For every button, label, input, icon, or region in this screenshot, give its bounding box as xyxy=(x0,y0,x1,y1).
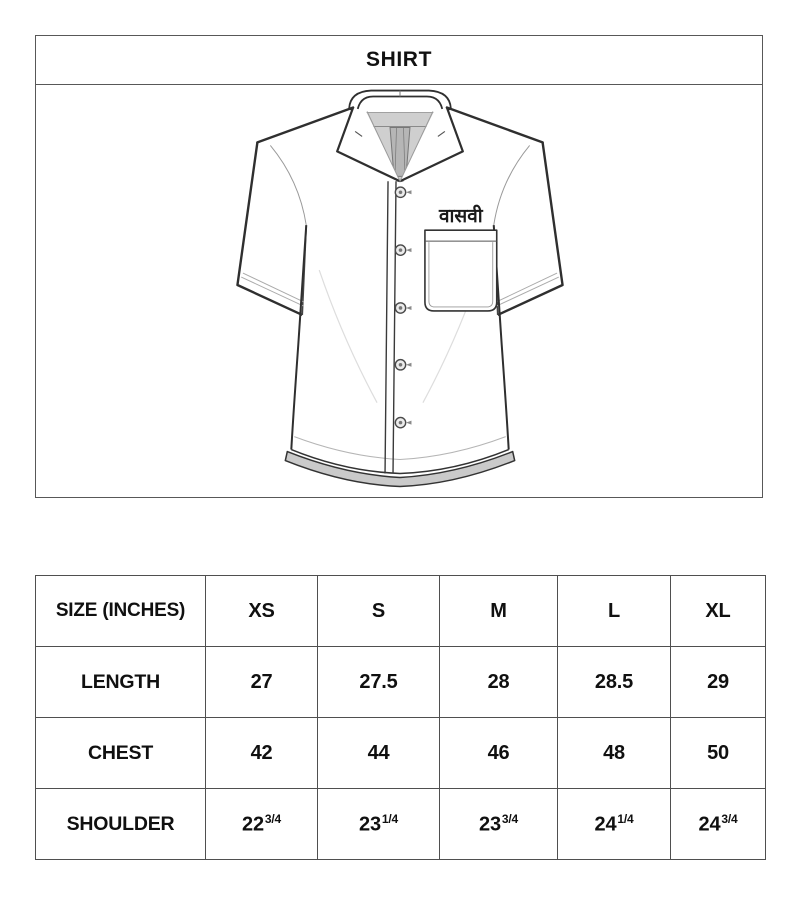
shoulder-xs: $22^{3/4}$ xyxy=(206,789,318,860)
header-size-inches: SIZE (INCHES) xyxy=(36,576,206,647)
header-xs: XS xyxy=(206,576,318,647)
shoulder-l: $24^{1/4}$ xyxy=(558,789,671,860)
row-label-length: LENGTH xyxy=(36,647,206,718)
header-l: L xyxy=(558,576,671,647)
chest-m: 46 xyxy=(440,718,558,789)
chest-pocket xyxy=(425,230,497,311)
size-chart-table xyxy=(35,575,766,860)
shoulder-s: $23^{1/4}$ xyxy=(318,789,440,860)
shirt-spec-box xyxy=(35,35,763,498)
shirt-illustration xyxy=(36,85,762,496)
page-title: SHIRT xyxy=(36,36,762,85)
table-row-shoulder xyxy=(36,789,766,860)
table-row-chest xyxy=(36,718,766,789)
length-xl: 29 xyxy=(671,647,766,718)
header-s: S xyxy=(318,576,440,647)
row-label-chest: CHEST xyxy=(36,718,206,789)
header-m: M xyxy=(440,576,558,647)
table-header-row xyxy=(36,576,766,647)
length-m: 28 xyxy=(440,647,558,718)
length-s: 27.5 xyxy=(318,647,440,718)
shoulder-xl: $24^{3/4}$ xyxy=(671,789,766,860)
length-l: 28.5 xyxy=(558,647,671,718)
brand-logo-text: वासवी xyxy=(438,205,483,228)
table-row-length xyxy=(36,647,766,718)
shirt-technical-drawing xyxy=(36,85,762,496)
header-xl: XL xyxy=(671,576,766,647)
length-xs: 27 xyxy=(206,647,318,718)
shoulder-m: $23^{3/4}$ xyxy=(440,789,558,860)
chest-xl: 50 xyxy=(671,718,766,789)
chest-xs: 42 xyxy=(206,718,318,789)
chest-s: 44 xyxy=(318,718,440,789)
row-label-shoulder: SHOULDER xyxy=(36,789,206,860)
chest-l: 48 xyxy=(558,718,671,789)
